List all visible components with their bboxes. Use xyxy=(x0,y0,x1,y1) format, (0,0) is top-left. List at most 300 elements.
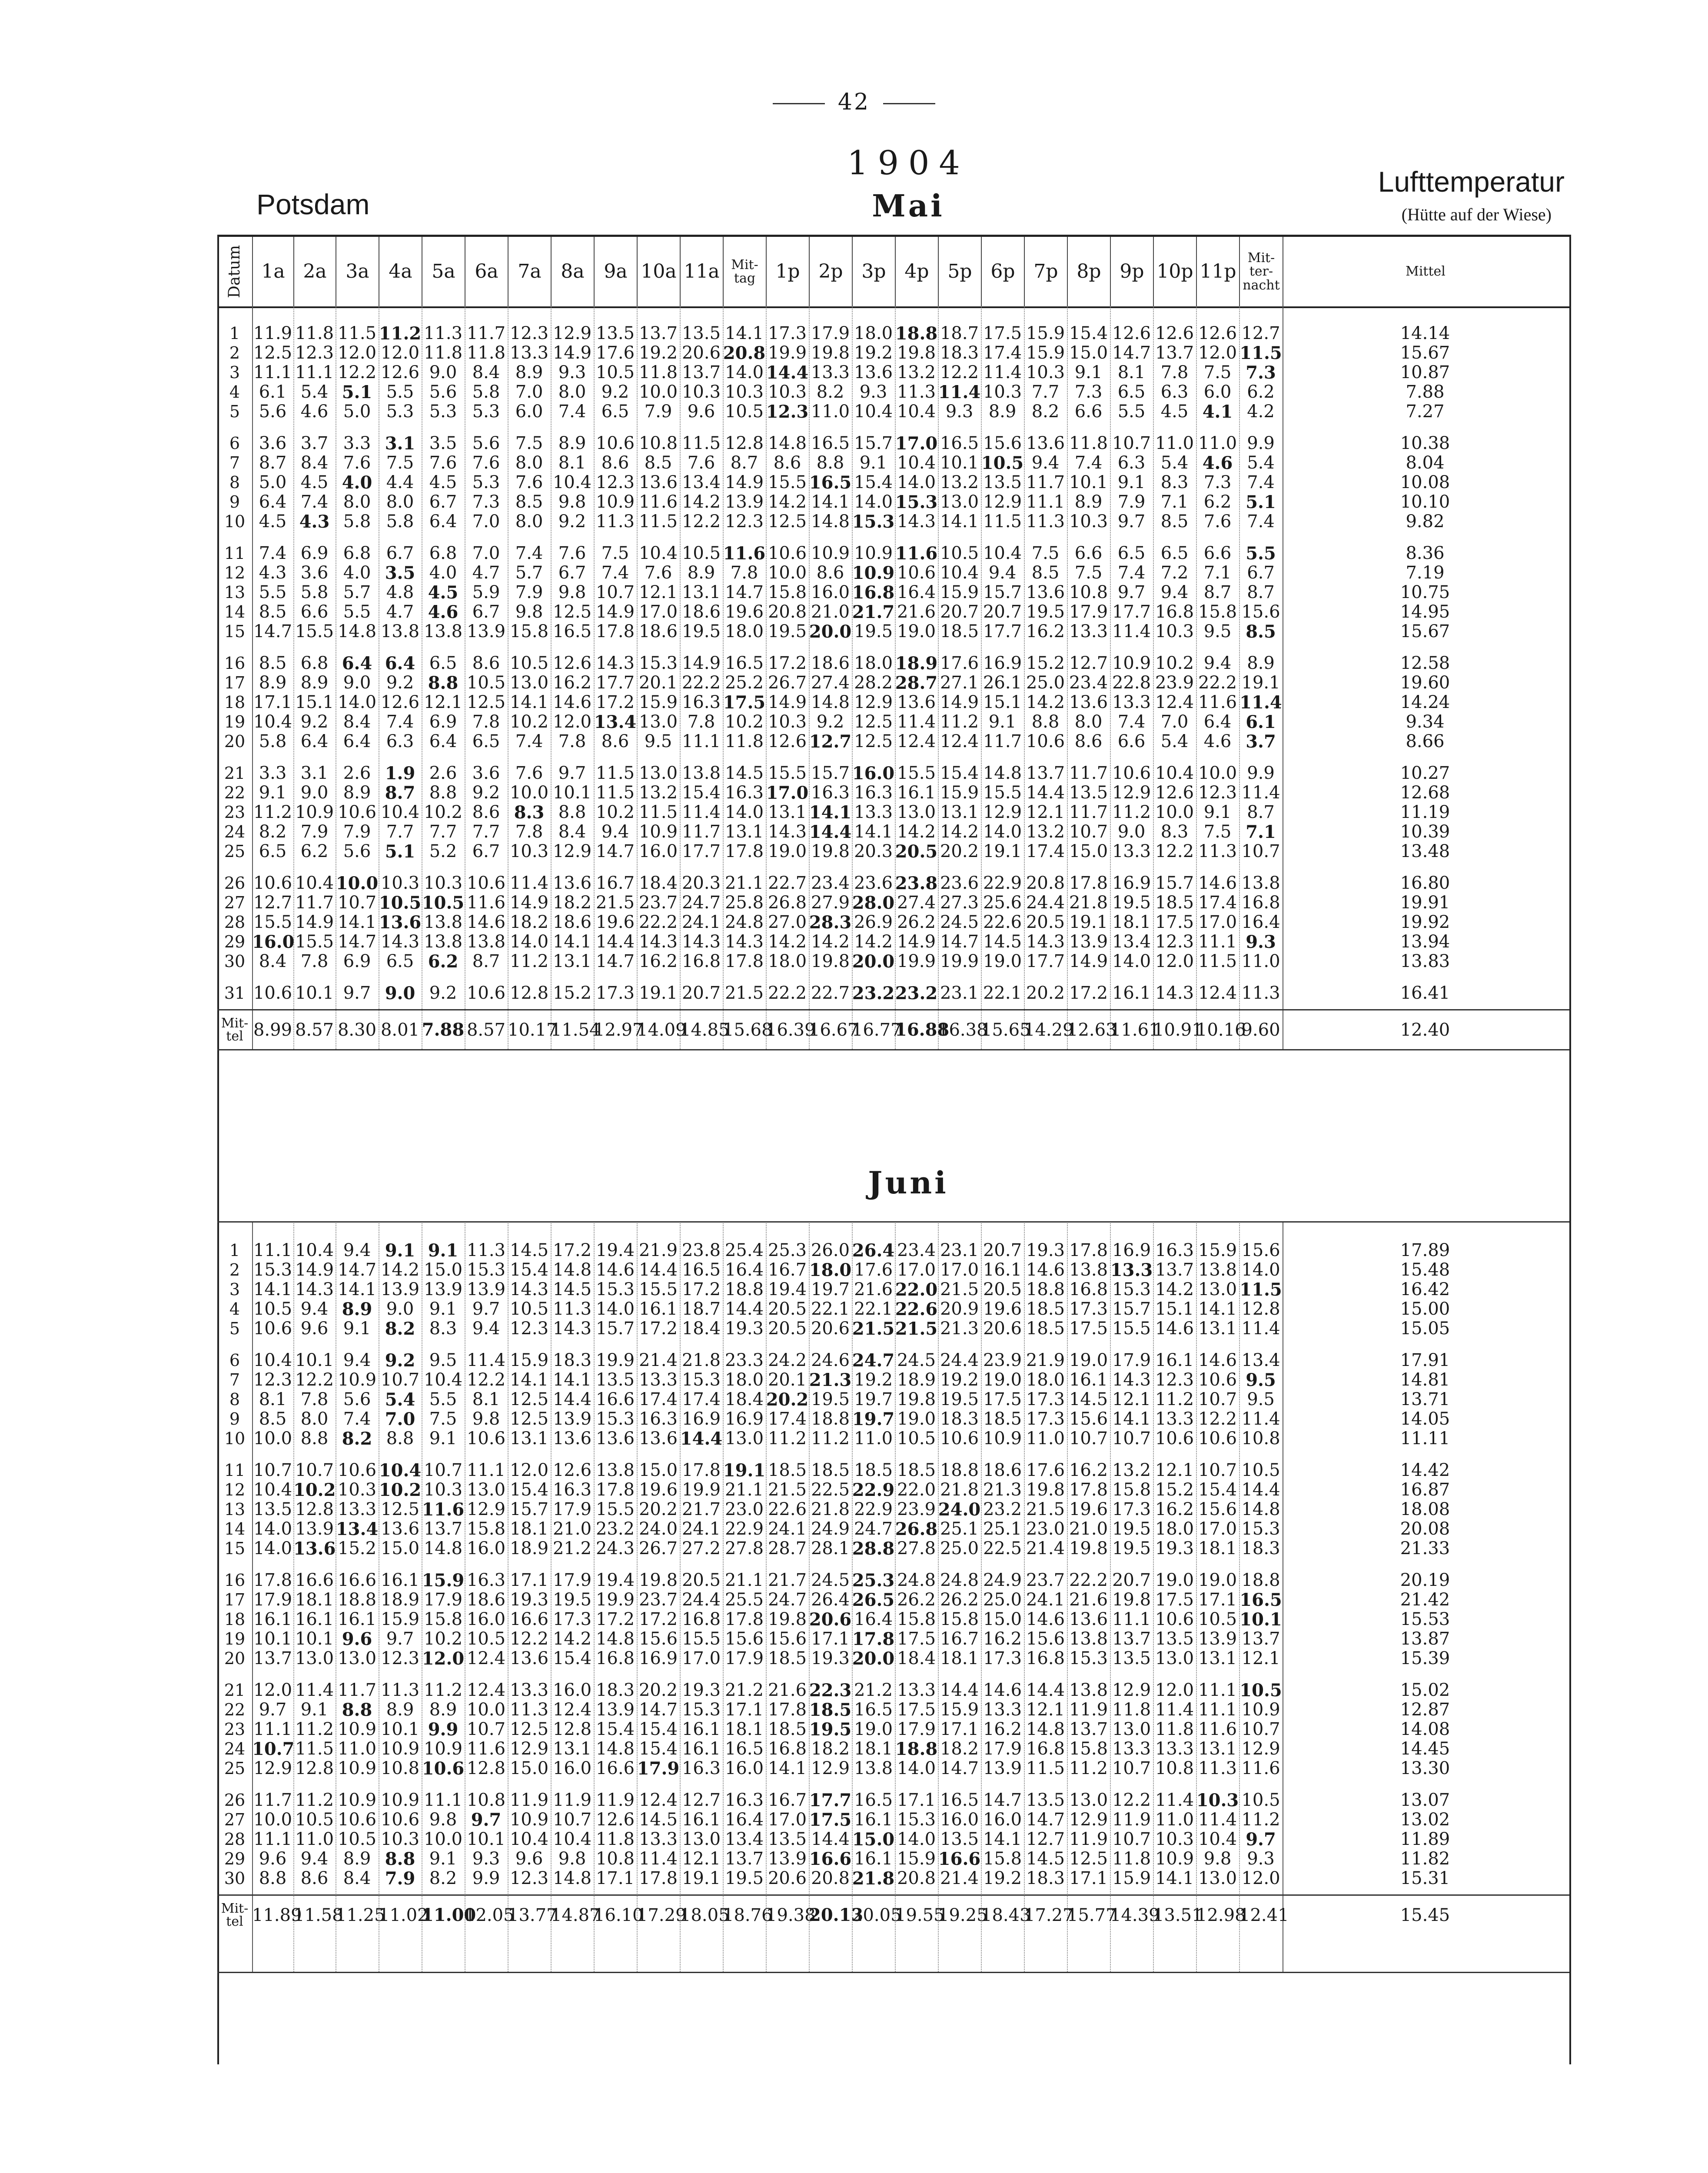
temperature-cell: 18.3 xyxy=(940,1409,979,1429)
temperature-cell: 1.9 xyxy=(385,763,415,784)
temperature-cell: 14.2 xyxy=(897,822,936,842)
temperature-cell: 21.4 xyxy=(940,1868,979,1888)
temperature-cell: 20.0 xyxy=(852,951,895,972)
temperature-cell: 5.1 xyxy=(1246,492,1276,512)
temperature-cell: 5.6 xyxy=(259,402,287,422)
temperature-cell: 16.1 xyxy=(380,1570,420,1590)
temperature-cell: 20.8 xyxy=(811,1868,850,1888)
header-hour-label: 6p xyxy=(990,260,1015,282)
temperature-cell: 8.2 xyxy=(259,822,287,842)
temperature-cell: 19.1 xyxy=(1241,673,1280,693)
temperature-cell: 6.9 xyxy=(300,543,329,563)
temperature-cell: 10.9 xyxy=(337,1790,377,1810)
temperature-cell: 22.2 xyxy=(768,983,807,1003)
temperature-cell: 12.9 xyxy=(552,323,592,343)
temperature-cell: 5.6 xyxy=(343,841,371,861)
temperature-cell: 10.7 xyxy=(1198,1389,1237,1409)
monthly-mean-cell: 15.45 xyxy=(1400,1905,1450,1925)
temperature-cell: 11.4 xyxy=(1241,783,1280,803)
mean-row-label: Mit- tel xyxy=(221,1901,249,1929)
temperature-cell: 4.3 xyxy=(299,512,330,532)
temperature-cell: 18.5 xyxy=(854,1460,893,1480)
daily-mean-cell: 12.87 xyxy=(1400,1700,1450,1720)
temperature-cell: 14.6 xyxy=(983,1680,1022,1700)
temperature-cell: 20.1 xyxy=(768,1370,807,1390)
temperature-cell: 17.2 xyxy=(595,1609,635,1629)
temperature-cell: 9.7 xyxy=(1246,1829,1276,1850)
temperature-cell: 19.5 xyxy=(552,1590,592,1610)
temperature-cell: 11.6 xyxy=(895,543,938,564)
temperature-cell: 21.5 xyxy=(940,1279,979,1299)
temperature-cell: 16.1 xyxy=(681,1739,721,1759)
temperature-cell: 14.8 xyxy=(595,1739,635,1759)
temperature-cell: 13.0 xyxy=(1112,1719,1151,1739)
temperature-cell: 12.3 xyxy=(509,323,549,343)
temperature-cell: 14.4 xyxy=(595,932,635,952)
temperature-cell: 23.3 xyxy=(724,1350,764,1370)
temperature-cell: 20.6 xyxy=(811,1319,850,1339)
temperature-cell: 19.8 xyxy=(1026,1480,1065,1500)
temperature-cell: 15.6 xyxy=(638,1629,678,1649)
temperature-cell: 10.7 xyxy=(1112,433,1151,453)
temperature-cell: 12.5 xyxy=(380,1499,420,1519)
temperature-cell: 11.5 xyxy=(337,323,377,343)
temperature-cell: 12.3 xyxy=(595,472,635,492)
temperature-cell: 9.5 xyxy=(429,1350,457,1370)
table-row xyxy=(217,1629,1569,1649)
temperature-cell: 16.4 xyxy=(724,1260,764,1280)
temperature-cell: 13.9 xyxy=(552,1409,592,1429)
temperature-cell: 14.7 xyxy=(595,951,635,971)
temperature-cell: 17.5 xyxy=(1069,1319,1108,1339)
temperature-cell: 20.5 xyxy=(983,1279,1022,1299)
table-row xyxy=(217,402,1569,422)
temperature-cell: 22.9 xyxy=(724,1519,764,1539)
temperature-cell: 20.6 xyxy=(983,1319,1022,1339)
temperature-cell: 10.3 xyxy=(1069,512,1108,532)
temperature-cell: 11.8 xyxy=(1069,433,1108,453)
temperature-cell: 3.6 xyxy=(472,763,500,783)
temperature-cell: 15.1 xyxy=(1155,1299,1194,1319)
header-hour-label: 10a xyxy=(641,260,677,282)
temperature-cell: 16.0 xyxy=(552,1680,592,1700)
temperature-cell: 16.3 xyxy=(638,1409,678,1429)
temperature-cell: 12.2 xyxy=(1112,1790,1151,1810)
temperature-cell: 12.3 xyxy=(509,1868,549,1888)
header-hour xyxy=(895,237,938,306)
temperature-cell: 22.5 xyxy=(811,1480,850,1500)
hourly-mean-cell: 15.68 xyxy=(723,1020,773,1040)
temperature-cell: 9.8 xyxy=(429,1810,457,1830)
temperature-cell: 12.4 xyxy=(940,731,979,751)
temperature-cell: 16.0 xyxy=(852,763,895,784)
temperature-cell: 14.4 xyxy=(724,1299,764,1319)
temperature-cell: 11.5 xyxy=(1026,1758,1065,1778)
temperature-cell: 7.5 xyxy=(1203,822,1232,842)
temperature-cell: 7.0 xyxy=(1160,712,1189,732)
temperature-cell: 17.1 xyxy=(811,1629,850,1649)
temperature-cell: 10.6 xyxy=(380,1810,420,1830)
header-hour-label: 1p xyxy=(775,260,800,282)
temperature-cell: 20.5 xyxy=(895,841,938,862)
temperature-cell: 11.6 xyxy=(466,893,506,913)
temperature-cell: 14.4 xyxy=(766,362,809,383)
temperature-cell: 7.4 xyxy=(1247,472,1275,492)
temperature-cell: 9.8 xyxy=(1203,1849,1232,1869)
header-hour-label: Mit- tag xyxy=(731,257,758,286)
temperature-cell: 12.5 xyxy=(552,602,592,622)
daily-mean-cell: 16.80 xyxy=(1400,873,1450,893)
temperature-cell: 15.7 xyxy=(1112,1299,1151,1319)
header-hour-label: 6a xyxy=(475,260,498,282)
temperature-cell: 10.2 xyxy=(724,712,764,732)
temperature-cell: 7.3 xyxy=(1246,362,1276,383)
temperature-cell: 21.6 xyxy=(854,1279,893,1299)
temperature-cell: 16.0 xyxy=(466,1609,506,1629)
temperature-cell: 13.8 xyxy=(681,763,721,783)
table-row xyxy=(217,1519,1569,1539)
temperature-cell: 8.7 xyxy=(472,951,500,971)
temperature-cell: 17.0 xyxy=(1198,1519,1237,1539)
temperature-cell: 22.7 xyxy=(811,983,850,1003)
temperature-cell: 24.4 xyxy=(1026,893,1065,913)
temperature-cell: 8.9 xyxy=(300,673,329,693)
temperature-cell: 11.2 xyxy=(509,951,549,971)
temperature-cell: 18.7 xyxy=(940,323,979,343)
temperature-cell: 11.9 xyxy=(1112,1810,1151,1830)
temperature-cell: 14.8 xyxy=(811,692,850,712)
temperature-cell: 18.4 xyxy=(681,1319,721,1339)
temperature-cell: 13.0 xyxy=(1198,1868,1237,1888)
temperature-cell: 16.3 xyxy=(466,1570,506,1590)
temperature-cell: 14.7 xyxy=(940,1758,979,1778)
temperature-cell: 16.2 xyxy=(638,951,678,971)
temperature-cell: 8.1 xyxy=(259,1389,287,1409)
temperature-cell: 6.8 xyxy=(343,543,371,563)
daily-mean-cell: 17.91 xyxy=(1400,1350,1450,1370)
header-hour xyxy=(1024,237,1067,306)
temperature-cell: 16.7 xyxy=(768,1260,807,1280)
header-hour-label: 2p xyxy=(818,260,843,282)
table-row xyxy=(217,673,1569,693)
temperature-cell: 14.1 xyxy=(552,932,592,952)
temperature-cell: 10.3 xyxy=(768,382,807,402)
temperature-cell: 19.5 xyxy=(854,621,893,641)
temperature-cell: 13.0 xyxy=(724,1429,764,1449)
temperature-cell: 16.0 xyxy=(940,1810,979,1830)
table-row xyxy=(217,382,1569,402)
mean-row xyxy=(217,1017,1569,1043)
day-number: 30 xyxy=(224,1869,246,1888)
temperature-cell: 18.1 xyxy=(854,1739,893,1759)
temperature-cell: 15.3 xyxy=(681,1700,721,1720)
temperature-cell: 10.7 xyxy=(552,1810,592,1830)
daily-mean-cell: 12.68 xyxy=(1400,783,1450,803)
temperature-cell: 11.5 xyxy=(983,512,1022,532)
temperature-cell: 8.7 xyxy=(1247,582,1275,602)
temperature-cell: 12.9 xyxy=(253,1758,292,1778)
temperature-cell: 3.5 xyxy=(429,433,457,453)
table-row xyxy=(217,913,1569,932)
temperature-cell: 17.0 xyxy=(766,783,809,803)
day-number: 28 xyxy=(224,1830,246,1849)
temperature-cell: 21.3 xyxy=(809,1370,852,1390)
temperature-cell: 11.1 xyxy=(1198,1700,1237,1720)
month-title-mai: Mai xyxy=(872,188,945,224)
temperature-cell: 11.9 xyxy=(1069,1700,1108,1720)
temperature-cell: 7.0 xyxy=(515,382,543,402)
temperature-cell: 14.6 xyxy=(595,1260,635,1280)
temperature-cell: 13.9 xyxy=(295,1519,334,1539)
temperature-cell: 26.2 xyxy=(897,1590,936,1610)
temperature-cell: 12.0 xyxy=(380,343,420,363)
temperature-cell: 11.2 xyxy=(253,802,292,822)
temperature-cell: 13.3 xyxy=(638,1370,678,1390)
temperature-cell: 10.9 xyxy=(380,1739,420,1759)
temperature-cell: 12.6 xyxy=(380,362,420,382)
temperature-cell: 14.0 xyxy=(253,1538,292,1558)
temperature-cell: 10.6 xyxy=(897,563,936,583)
temperature-cell: 17.9 xyxy=(724,1648,764,1668)
temperature-cell: 8.8 xyxy=(259,1868,287,1888)
temperature-cell: 18.3 xyxy=(552,1350,592,1370)
temperature-cell: 10.6 xyxy=(1198,1429,1237,1449)
temperature-cell: 14.7 xyxy=(337,1260,377,1280)
temperature-cell: 17.3 xyxy=(1026,1389,1065,1409)
temperature-cell: 14.9 xyxy=(295,1260,334,1280)
temperature-cell: 7.4 xyxy=(1074,453,1103,473)
temperature-cell: 4.4 xyxy=(386,472,414,492)
temperature-cell: 18.8 xyxy=(1241,1570,1280,1590)
element-note: (Hütte auf der Wiese) xyxy=(1401,205,1552,224)
temperature-cell: 13.4 xyxy=(1112,932,1151,952)
temperature-cell: 23.4 xyxy=(1069,673,1108,693)
daily-mean-cell: 19.92 xyxy=(1400,912,1450,932)
temperature-cell: 3.1 xyxy=(385,433,415,454)
temperature-cell: 21.5 xyxy=(724,983,764,1003)
temperature-cell: 6.7 xyxy=(472,841,500,861)
temperature-cell: 8.9 xyxy=(259,673,287,693)
temperature-cell: 25.3 xyxy=(768,1240,807,1260)
temperature-cell: 10.5 xyxy=(253,1299,292,1319)
temperature-cell: 17.4 xyxy=(681,1389,721,1409)
temperature-cell: 11.1 xyxy=(1198,1680,1237,1700)
temperature-cell: 9.1 xyxy=(1117,472,1146,492)
temperature-cell: 7.8 xyxy=(300,1389,329,1409)
table-row xyxy=(217,712,1569,732)
temperature-cell: 18.2 xyxy=(509,912,549,932)
temperature-cell: 16.8 xyxy=(1069,1279,1108,1299)
temperature-cell: 8.9 xyxy=(342,1299,372,1319)
temperature-cell: 11.4 xyxy=(1112,621,1151,641)
temperature-cell: 11.4 xyxy=(1155,1790,1194,1810)
temperature-cell: 16.1 xyxy=(854,1849,893,1869)
temperature-cell: 9.6 xyxy=(342,1629,372,1649)
temperature-cell: 18.3 xyxy=(1026,1868,1065,1888)
temperature-cell: 16.5 xyxy=(1239,1590,1282,1610)
daily-mean-cell: 15.67 xyxy=(1400,343,1450,363)
temperature-cell: 5.7 xyxy=(343,582,371,602)
temperature-cell: 12.5 xyxy=(854,731,893,751)
temperature-cell: 14.2 xyxy=(854,932,893,952)
temperature-cell: 16.6 xyxy=(595,1389,635,1409)
temperature-cell: 11.4 xyxy=(681,802,721,822)
temperature-cell: 12.6 xyxy=(1198,323,1237,343)
temperature-cell: 18.0 xyxy=(854,653,893,673)
temperature-cell: 11.0 xyxy=(1241,951,1280,971)
temperature-cell: 7.4 xyxy=(343,1409,371,1429)
temperature-cell: 19.2 xyxy=(854,343,893,363)
temperature-cell: 10.1 xyxy=(552,783,592,803)
temperature-cell: 11.3 xyxy=(595,512,635,532)
temperature-cell: 19.5 xyxy=(681,621,721,641)
temperature-cell: 22.2 xyxy=(638,912,678,932)
temperature-cell: 16.3 xyxy=(681,692,721,712)
bottom-rule xyxy=(217,1972,1569,1973)
table-row xyxy=(217,1700,1569,1720)
temperature-cell: 3.6 xyxy=(259,433,287,453)
temperature-cell: 21.7 xyxy=(852,602,895,622)
temperature-cell: 10.2 xyxy=(423,802,463,822)
temperature-cell: 12.5 xyxy=(768,512,807,532)
temperature-cell: 6.5 xyxy=(1117,543,1146,563)
temperature-cell: 10.5 xyxy=(1239,1680,1282,1701)
temperature-cell: 11.4 xyxy=(1239,692,1282,713)
temperature-cell: 7.5 xyxy=(429,1409,457,1429)
temperature-cell: 10.1 xyxy=(295,983,334,1003)
temperature-cell: 14.8 xyxy=(1241,1499,1280,1519)
temperature-cell: 12.2 xyxy=(295,1370,334,1390)
temperature-cell: 14.5 xyxy=(552,1279,592,1299)
temperature-cell: 13.9 xyxy=(466,621,506,641)
temperature-cell: 4.5 xyxy=(429,472,457,492)
hourly-mean-cell: 17.29 xyxy=(637,1905,687,1925)
temperature-cell: 13.6 xyxy=(379,912,422,933)
temperature-cell: 12.2 xyxy=(337,362,377,382)
temperature-cell: 12.8 xyxy=(295,1758,334,1778)
temperature-cell: 14.3 xyxy=(380,932,420,952)
temperature-cell: 17.9 xyxy=(552,1499,592,1519)
temperature-cell: 23.9 xyxy=(897,1499,936,1519)
temperature-cell: 7.4 xyxy=(259,543,287,563)
temperature-cell: 13.6 xyxy=(1069,1609,1108,1629)
temperature-cell: 8.0 xyxy=(300,1409,329,1429)
temperature-cell: 10.4 xyxy=(253,1480,292,1500)
temperature-cell: 21.9 xyxy=(638,1240,678,1260)
temperature-cell: 15.4 xyxy=(681,783,721,803)
temperature-cell: 14.3 xyxy=(552,1319,592,1339)
temperature-cell: 15.5 xyxy=(295,932,334,952)
temperature-cell: 9.7 xyxy=(471,1810,502,1830)
temperature-cell: 5.4 xyxy=(1247,453,1275,473)
header-hour-label: 10p xyxy=(1156,260,1193,282)
temperature-cell: 7.5 xyxy=(1031,543,1060,563)
temperature-cell: 15.4 xyxy=(509,1480,549,1500)
temperature-cell: 16.6 xyxy=(595,1758,635,1778)
temperature-cell: 19.0 xyxy=(768,841,807,861)
table-row xyxy=(217,1810,1569,1830)
temperature-cell: 11.4 xyxy=(638,1849,678,1869)
temperature-cell: 19.5 xyxy=(811,1389,850,1409)
temperature-cell: 17.9 xyxy=(983,1739,1022,1759)
day-number: 11 xyxy=(224,1461,246,1480)
hourly-mean-cell: 8.57 xyxy=(295,1020,334,1040)
temperature-cell: 5.3 xyxy=(472,402,500,422)
temperature-cell: 26.1 xyxy=(983,673,1022,693)
hourly-mean-cell: 20.05 xyxy=(852,1905,902,1925)
temperature-cell: 14.7 xyxy=(1112,343,1151,363)
temperature-cell: 9.7 xyxy=(1117,512,1146,532)
temperature-cell: 12.8 xyxy=(1241,1299,1280,1319)
daily-mean-cell: 20.19 xyxy=(1400,1570,1450,1590)
temperature-cell: 13.3 xyxy=(811,362,850,382)
year-title: 1904 xyxy=(847,143,970,182)
temperature-cell: 18.6 xyxy=(811,653,850,673)
temperature-cell: 22.7 xyxy=(768,873,807,893)
temperature-cell: 13.7 xyxy=(1155,343,1194,363)
day-number: 8 xyxy=(229,473,240,492)
temperature-cell: 10.1 xyxy=(1239,1609,1282,1630)
temperature-cell: 15.5 xyxy=(897,763,936,783)
daily-mean-cell: 13.71 xyxy=(1400,1389,1450,1409)
temperature-cell: 19.0 xyxy=(1198,1570,1237,1590)
temperature-cell: 26.8 xyxy=(895,1519,938,1539)
temperature-cell: 6.7 xyxy=(1247,563,1275,583)
temperature-cell: 20.2 xyxy=(638,1680,678,1700)
temperature-cell: 13.0 xyxy=(638,712,678,732)
hourly-mean-cell: 12.41 xyxy=(1239,1905,1289,1925)
hourly-mean-cell: 14.87 xyxy=(551,1905,601,1925)
hourly-mean-cell: 16.67 xyxy=(809,1020,859,1040)
day-number: 5 xyxy=(229,402,240,421)
temperature-cell: 11.3 xyxy=(1198,841,1237,861)
temperature-cell: 11.1 xyxy=(253,1829,292,1849)
temperature-cell: 14.7 xyxy=(595,841,635,861)
temperature-cell: 17.9 xyxy=(1112,1350,1151,1370)
temperature-cell: 11.4 xyxy=(466,1350,506,1370)
temperature-cell: 16.8 xyxy=(1155,602,1194,622)
temperature-cell: 24.0 xyxy=(938,1499,981,1520)
temperature-cell: 8.9 xyxy=(343,1849,371,1869)
table-row xyxy=(217,693,1569,712)
temperature-cell: 14.9 xyxy=(724,472,764,492)
temperature-cell: 8.8 xyxy=(558,802,586,822)
header-hour xyxy=(938,237,981,306)
temperature-cell: 12.3 xyxy=(1155,932,1194,952)
temperature-cell: 8.2 xyxy=(342,1429,372,1449)
temperature-cell: 18.4 xyxy=(638,873,678,893)
temperature-cell: 20.2 xyxy=(1026,983,1065,1003)
temperature-cell: 11.7 xyxy=(466,323,506,343)
temperature-cell: 14.2 xyxy=(681,492,721,512)
temperature-cell: 15.0 xyxy=(1069,841,1108,861)
temperature-cell: 19.2 xyxy=(940,1370,979,1390)
temperature-cell: 15.9 xyxy=(1026,343,1065,363)
temperature-cell: 18.5 xyxy=(809,1700,852,1720)
temperature-cell: 17.3 xyxy=(595,983,635,1003)
temperature-cell: 16.2 xyxy=(1069,1460,1108,1480)
temperature-cell: 5.0 xyxy=(259,472,287,492)
temperature-cell: 5.5 xyxy=(429,1389,457,1409)
temperature-cell: 7.4 xyxy=(558,402,586,422)
day-number: 18 xyxy=(224,693,246,712)
temperature-cell: 10.2 xyxy=(595,802,635,822)
temperature-cell: 13.1 xyxy=(552,1739,592,1759)
temperature-cell: 12.4 xyxy=(466,1680,506,1700)
temperature-cell: 8.8 xyxy=(1031,712,1060,732)
temperature-cell: 8.7 xyxy=(385,783,415,803)
table-row xyxy=(217,492,1569,512)
